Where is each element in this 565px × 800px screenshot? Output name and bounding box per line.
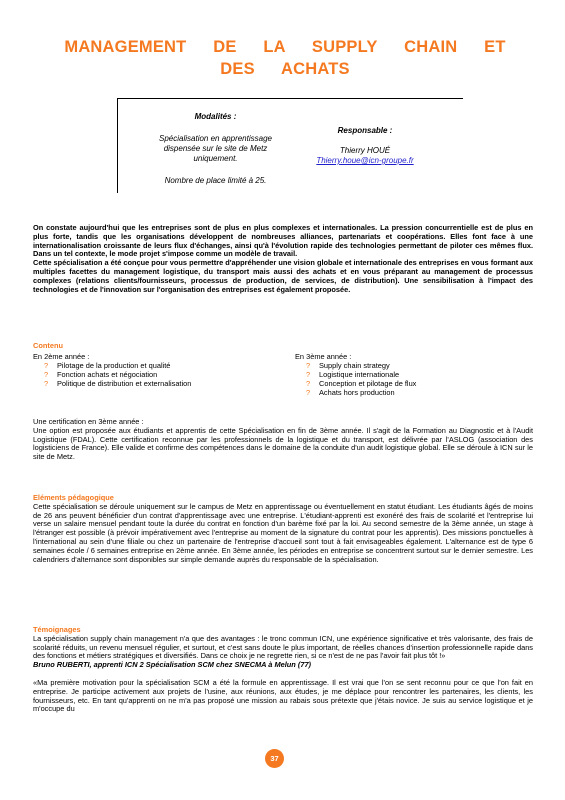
- bullet-icon: ?: [44, 379, 49, 388]
- bullet-icon: ?: [44, 361, 49, 370]
- certification-text: Une option est proposée aux étudiants et apprentis de cette Spécialisation en fin de 3ème année. Il s'agit de la Formation au Diagnostic et à l'Audit Logistique (FDAL). Cette certification reconnue par les professionnels de la logistique et du transport, est délivrée par l'ASLOG (association des logisticiens de France). Elle valide et confirme des compétences dans le domaine de la conduite d'un audit logistique global. Elle se déroule à ICN sur le site de Metz.: [33, 425, 533, 462]
- modalites-left-rule: [117, 98, 118, 193]
- modalites-line: uniquement.: [193, 154, 238, 163]
- testimonial-quote: «Ma première motivation pour la spécialisation SCM a été la formule en apprentissage. Il est vrai que l'on se sent reconnu pour ce que l'on fait en entreprise. Je participe activement aux projets de l'usine, aux réunions, aux études, je me déplace pour rencontrer les partenaires, les clients, les fournisseurs, etc. En tant qu'apprenti on ne m'a pas proposé une mission au rabais sous prétexte que j'étais novice. Je suis au service logistique et je m'occupe du: [33, 677, 533, 714]
- bullet-icon: ?: [306, 379, 311, 388]
- modalites-line: dispensée sur le site de Metz: [163, 144, 268, 153]
- temoignages-section: [33, 626, 533, 714]
- responsable-box: [295, 126, 435, 166]
- list-item: ? Pilotage de la production et qualité: [44, 361, 171, 370]
- modalites-label: Modalités :: [194, 112, 237, 121]
- list-item: ? Achats hors production: [306, 388, 395, 397]
- list-item: ? Conception et pilotage de flux: [306, 379, 417, 388]
- year3-column: [295, 352, 533, 397]
- responsable-name: Thierry HOUÉ: [339, 146, 391, 155]
- testimonial-signature: Bruno RUBERTI, apprenti ICN 2 Spécialisation SCM chez SNECMA à Melun (77): [33, 660, 312, 670]
- intro-paragraph: Cette spécialisation a été conçue pour vous permettre d'appréhender une vision globale et internationale des entreprises en vous formant aux multiples facettes du management logistique, du transport mais aussi des achats et en vous préparant au management de processus complexes (relations clients/fournisseurs, processus de production, de services, de distribution). Une sensibilisation à l'impact des technologies et de l'innovation sur l'organisation des entreprises est également proposée.: [33, 258, 533, 294]
- intro-text: [33, 224, 533, 294]
- intro-paragraph: On constate aujourd'hui que les entreprises sont de plus en plus complexes et internationales. La pression concurrentielle est de plus en plus forte, tandis que les organisations développent de nombreuses alliances, partenariats et coopérations. Elles font face à une internationalisation croissante de leurs flux d'échanges, ainsi qu'à l'évolution rapide des technologies permettant de piloter ces mêmes flux. Dans un tel contexte, le mode projet s'impose comme un modèle de travail.: [33, 223, 533, 259]
- modalites-places: Nombre de place limité à 25.: [164, 176, 267, 185]
- bullet-icon: ?: [306, 370, 311, 379]
- certification-section: [33, 418, 533, 462]
- year2-label: En 2ème année :: [33, 352, 90, 361]
- elements-section: [33, 494, 533, 564]
- temoignages-heading: Témoignages: [33, 625, 81, 634]
- page-title: MANAGEMENT DE LA SUPPLY CHAIN ET DES ACHATS: [64, 38, 506, 78]
- elements-heading: Eléments pédagogique: [33, 493, 114, 502]
- year3-label: En 3ème année :: [295, 352, 352, 361]
- contenu-heading: [33, 342, 533, 351]
- testimonial-quote: La spécialisation supply chain management n'a que des avantages : le tronc commun ICN, une expérience significative et très valorisante, des frais de scolarité réduits, un revenu mensuel régulier, et surtout, et c'est sans doute le plus important, de réelles chances d'insertion professionnelle rapide dans des fonctions et métiers stratégiques et diversifiés. Dans ce choix je ne regrette rien, si ce n'est de ne pas l'avoir fait plus tôt !»: [33, 633, 533, 661]
- list-item: ? Fonction achats et négociation: [44, 370, 158, 379]
- contenu-heading-text: Contenu: [33, 341, 63, 350]
- year2-column: [33, 352, 273, 388]
- modalites-top-rule: [117, 98, 463, 99]
- bullet-icon: ?: [306, 361, 311, 370]
- list-item: ? Logistique internationale: [306, 370, 400, 379]
- modalites-line: Spécialisation en apprentissage: [159, 134, 272, 143]
- responsable-email-link[interactable]: Thierry.houe@icn-groupe.fr: [316, 156, 414, 165]
- list-item: ? Supply chain strategy: [306, 361, 390, 370]
- list-item: ? Politique de distribution et externalisation: [44, 379, 192, 388]
- elements-text: Cette spécialisation se déroule uniquement sur le campus de Metz en apprentissage ou éventuellement en statut étudiant. Les étudiants âgés de moins de 26 ans peuvent bénéficier d'un contrat d'apprentissage avec une entreprise. L'étudiant-apprenti est exonéré des frais de scolarité et l'entreprise lui verse un salaire mensuel pendant toute la durée du contrat en fonction d'un barème fixé par la loi. Au second semestre de la 3ème année, un stage à l'étranger est possible (à prévoir impérativement avec l'entreprise au moment de la signature du contrat pour les apprentis). Des missions ponctuelles à l'international au sein d'une filiale ou chez un partenaire de l'entreprise d'accueil sont tout à fait envisageables également. L'alternance est de type 6 semaines école / 6 semaines entreprise en 2ème année. En 3ème année, les périodes en entreprise se concentrent surtout sur le dernier semestre. Les calendriers d'alternance sont disponibles sur simple demande auprès du responsable de la spécialisation.: [33, 501, 533, 564]
- page-number-badge: 37: [265, 749, 284, 768]
- responsable-label: Responsable :: [337, 126, 393, 135]
- modalites-box: [128, 112, 303, 186]
- certification-label: Une certification en 3ème année :: [33, 417, 144, 426]
- contenu-columns: [33, 352, 533, 412]
- bullet-icon: ?: [306, 388, 311, 397]
- bullet-icon: ?: [44, 370, 49, 379]
